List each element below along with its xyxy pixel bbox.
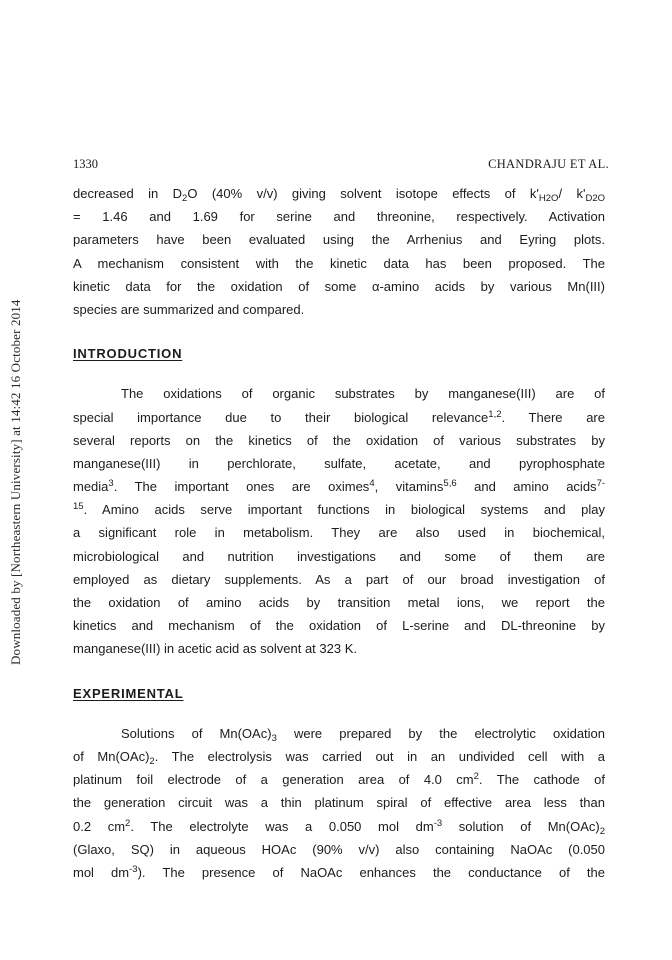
text-line: parameters have been evaluated using the Arrhenius and Eyring plots. — [73, 232, 605, 248]
text-line: (Glaxo, SQ) in aqueous HOAc (90% v/v) also containing NaOAc (0.050 — [73, 841, 605, 857]
text-line: 0.2 $cm^2$. The electrolyte was a 0.050 mol $dm^{-3}$ solution of $Mn(OAc)_2$ — [73, 817, 606, 837]
text-line: = 1.46 and 1.69 for serine and threonine, respectively. Activation — [73, 209, 605, 225]
text-line: kinetic data for the oxidation of some α-amino acids by various Mn(III) — [73, 278, 605, 294]
text-line: manganese(III) in perchlorate, sulfate, acetate, and pyrophosphate — [73, 455, 605, 471]
text-line: platinum foil electrode of a generation area of 4.0 $cm^2$. The cathode of — [73, 771, 606, 788]
text-line: media$^3$. The important ones are oximes$^4$, vitamins$^{5,6}$ and amino acids$^{7-}$ — [73, 478, 606, 495]
text-line: special importance due to their biological relevance$^{1,2}$. There are — [73, 408, 605, 425]
text-line: employed as dietary supplements. As a part of our broad investigation of — [73, 571, 605, 587]
article-body — [73, 182, 605, 884]
text-line: the oxidation of amino acids by transition metal ions, we report the — [73, 595, 605, 610]
text-line: kinetics and mechanism of the oxidation of L-serine and DL-threonine by — [73, 618, 605, 634]
text-line: species are summarized and compared. — [73, 301, 305, 317]
text-line: the generation circuit was a thin platinum spiral of effective area less than — [73, 795, 605, 811]
section-heading-introduction: INTRODUCTION — [73, 346, 183, 362]
text-line: manganese(III) in acetic acid as solvent at 323 K. — [73, 641, 357, 657]
text-line: a significant role in metabolism. They are also used in biochemical, — [73, 525, 605, 541]
text-line: The oxidations of organic substrates by manganese(III) are of — [121, 386, 605, 402]
download-watermark: Downloaded by [Northeastern University] at 14:42 16 October 2014 — [8, 299, 23, 665]
text-line: Solutions of $Mn(OAc)_3$ were prepared by the electrolytic oxidation — [121, 725, 606, 744]
text-line: A mechanism consistent with the kinetic data has been proposed. The — [73, 255, 605, 271]
text-line: $^{15}$. Amino acids serve important functions in biological systems and play — [73, 501, 605, 518]
text-line: several reports on the kinetics of the oxidation of various substrates by — [73, 432, 605, 448]
running-title: CHANDRAJU ET AL. — [488, 157, 609, 171]
section-heading-experimental: EXPERIMENTAL — [73, 685, 184, 701]
text-line: microbiological and nutrition investigations and some of them are — [73, 548, 605, 564]
text-line: mol $dm^{-3}$). The presence of NaOAc enhances the conductance of the — [73, 863, 605, 880]
text-line: decreased in $D_2O$ (40% v/v) giving solvent isotope effects of $k'_{H2O}/$ $k'_{D2O}$ — [73, 186, 605, 204]
text-line: of $Mn(OAc)_2$. The electrolysis was carried out in an undivided cell with a — [73, 748, 605, 767]
page-number: 1330 — [73, 157, 98, 171]
